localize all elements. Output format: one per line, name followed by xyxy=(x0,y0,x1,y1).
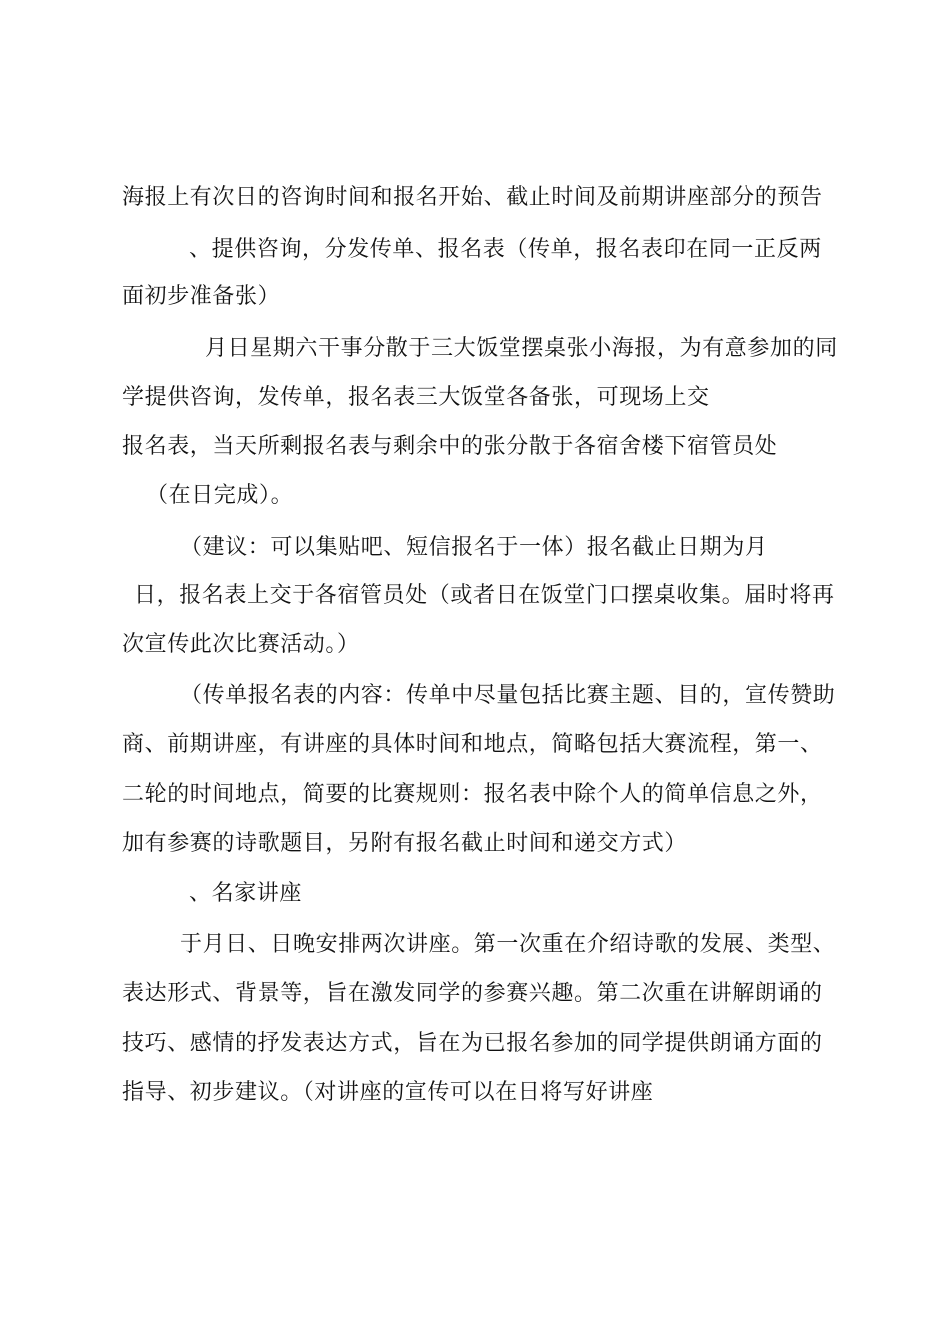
section-heading-lecture: 、名家讲座 xyxy=(189,881,303,906)
text-line-8: （建议：可以集贴吧、短信报名于一体）报名截止日期为月 xyxy=(180,535,768,560)
text-line-7: （在日完成）。 xyxy=(146,483,294,508)
text-line-16: 于月日、日晚安排两次讲座。第一次重在介绍诗歌的发展、类型、 xyxy=(180,932,836,957)
text-line-13: 二轮的时间地点，简要的比赛规则：报名表中除个人的简单信息之外， xyxy=(122,782,823,807)
text-line-9: 日，报名表上交于各宿管员处（或者日在饭堂门口摆桌收集。届时将再 xyxy=(134,583,835,608)
text-line-14: 加有参赛的诗歌题目，另附有报名截止时间和递交方式） xyxy=(122,831,688,856)
text-line-4: 月日星期六干事分散于三大饭堂摆桌张小海报，为有意参加的同 xyxy=(205,336,838,361)
text-line-19: 指导、初步建议。（对讲座的宣传可以在日将写好讲座 xyxy=(122,1080,654,1105)
text-line-6: 报名表，当天所剩报名表与剩余中的张分散于各宿舍楼下宿管员处 xyxy=(122,434,778,459)
text-line-5: 学提供咨询，发传单，报名表三大饭堂各备张，可现场上交 xyxy=(122,385,710,410)
text-line-12: 商、前期讲座，有讲座的具体时间和地点，简略包括大赛流程，第一、 xyxy=(122,732,823,757)
text-line-1: 海报上有次日的咨询时间和报名开始、截止时间及前期讲座部分的预告 xyxy=(122,185,823,210)
text-line-2: 、提供咨询，分发传单、报名表（传单，报名表印在同一正反两 xyxy=(189,237,822,262)
text-line-17: 表达形式、背景等，旨在激发同学的参赛兴趣。第二次重在讲解朗诵的 xyxy=(122,981,823,1006)
text-line-18: 技巧、感情的抒发表达方式，旨在为已报名参加的同学提供朗诵方面的 xyxy=(122,1031,823,1056)
text-line-11: （传单报名表的内容：传单中尽量包括比赛主题、目的，宣传赞助 xyxy=(180,683,836,708)
text-line-10: 次宣传此次比赛活动。） xyxy=(122,632,360,657)
text-line-3: 面初步准备张） xyxy=(122,284,281,309)
